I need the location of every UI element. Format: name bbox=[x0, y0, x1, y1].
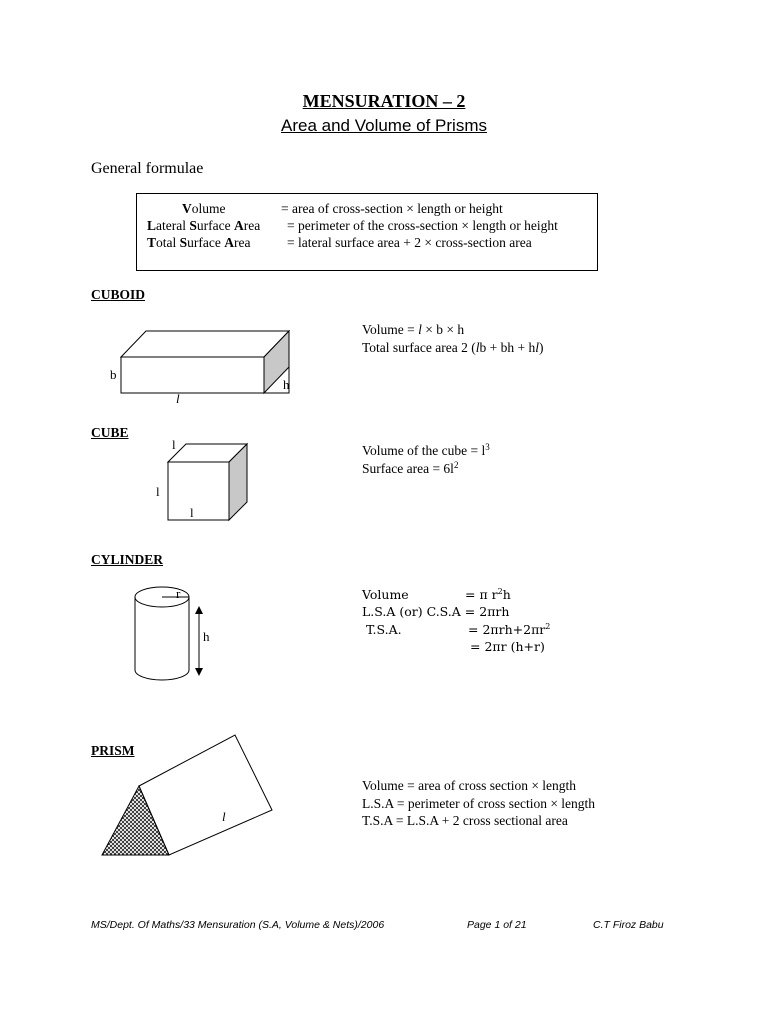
page-subtitle: Area and Volume of Prisms bbox=[281, 116, 487, 135]
cube-formulas bbox=[362, 442, 490, 477]
cube-surface bbox=[362, 460, 490, 478]
footer-source: MS/Dept. Of Maths/33 Mensuration (S.A, Volume & Nets)/2006 bbox=[91, 919, 385, 931]
cuboid-label-l: l bbox=[176, 391, 180, 406]
formula-tsa-cap2: S bbox=[179, 235, 188, 250]
prism-tsa: T.S.A = L.S.A + 2 cross sectional area bbox=[362, 813, 568, 828]
page-title: MENSURATION – 2 bbox=[302, 91, 466, 111]
prism-lsa: L.S.A = perimeter of cross section × length bbox=[362, 795, 596, 811]
cylinder-volume-eq-text: = π r bbox=[465, 587, 498, 602]
cylinder-lsa bbox=[362, 603, 509, 621]
cuboid-tsa-l2: l bbox=[535, 339, 540, 355]
cylinder-arrow-up bbox=[195, 606, 203, 614]
cube-heading: CUBE bbox=[91, 425, 129, 440]
cube-surface-exp: 2 bbox=[453, 459, 459, 470]
formula-lsa bbox=[147, 218, 260, 234]
cylinder-volume-label: Volume bbox=[362, 587, 409, 602]
cylinder-lsa-eq: 2πrh bbox=[479, 604, 510, 619]
cylinder-volume bbox=[362, 586, 409, 604]
cube-volume-exp: 3 bbox=[485, 442, 490, 452]
formula-lsa-part2: urface bbox=[196, 218, 234, 233]
cuboid-tsa-mid: b + bh + h bbox=[479, 339, 536, 355]
cylinder-volume-eq bbox=[465, 586, 511, 604]
cylinder-tsa-eq-text: = 2πrh+2πr bbox=[468, 622, 546, 637]
cube-label-top: l bbox=[172, 437, 176, 452]
cuboid-formulas bbox=[362, 321, 544, 356]
prism-volume: Volume = area of cross section × length bbox=[362, 778, 577, 793]
cylinder-tsa-eq bbox=[468, 621, 550, 639]
cylinder-arrow-down bbox=[195, 668, 203, 676]
prism-heading: PRISM bbox=[91, 743, 135, 758]
cylinder-tsa-exp: 2 bbox=[545, 622, 551, 631]
cylinder-label-r: r bbox=[176, 586, 181, 601]
footer-author: C.T Firoz Babu bbox=[593, 919, 664, 931]
cube-front-face bbox=[168, 462, 229, 520]
cylinder-volume-tail: h bbox=[502, 587, 511, 602]
formula-lsa-cap2: S bbox=[189, 218, 197, 233]
cuboid-tsa-l1: l bbox=[475, 339, 480, 355]
cylinder-lsa-label: L.S.A (or) C.S.A = bbox=[362, 604, 476, 619]
formula-tsa bbox=[147, 235, 250, 251]
prism-label-l: l bbox=[222, 809, 226, 824]
cuboid-diagram bbox=[100, 325, 310, 410]
cuboid-top-face bbox=[121, 331, 289, 357]
formula-tsa-part3: rea bbox=[234, 235, 251, 250]
cuboid-tsa-prefix: Total surface area 2 ( bbox=[362, 339, 476, 355]
formula-lsa-eq: = perimeter of the cross-section × length or height bbox=[287, 218, 558, 233]
formula-tsa-cap1: T bbox=[147, 235, 157, 250]
cube-volume-text: Volume of the cube = l bbox=[362, 443, 486, 458]
general-formulae-heading: General formulae bbox=[91, 160, 204, 177]
cylinder-volume-exp: 2 bbox=[497, 587, 503, 596]
prism-formulas bbox=[362, 777, 595, 830]
formula-tsa-cap3: A bbox=[224, 235, 234, 250]
formula-volume bbox=[182, 201, 226, 217]
cube-surface-text: Surface area = 6l bbox=[362, 460, 454, 476]
cuboid-label-h: h bbox=[283, 377, 290, 392]
cuboid-label-b: b bbox=[110, 367, 117, 382]
prism-diagram bbox=[95, 730, 285, 860]
formula-lsa-cap3: A bbox=[233, 218, 244, 233]
cuboid-volume-l: l bbox=[418, 322, 422, 337]
cylinder-tsa-eq2: = 2πr (h+r) bbox=[470, 639, 545, 654]
cuboid-front bbox=[121, 357, 264, 393]
cuboid-volume-prefix: Volume = bbox=[362, 322, 419, 337]
formula-tsa-part1: otal bbox=[156, 235, 180, 250]
cuboid-tsa bbox=[362, 339, 544, 357]
cube-label-bottom: l bbox=[190, 505, 194, 520]
cuboid-volume-suffix: × b × h bbox=[421, 322, 465, 337]
formula-tsa-eq: = lateral surface area + 2 × cross-section area bbox=[287, 235, 532, 250]
formula-lsa-cap1: L bbox=[147, 218, 157, 233]
formula-volume-eq: = area of cross-section × length or height bbox=[281, 201, 503, 216]
cylinder-body bbox=[135, 597, 189, 680]
formula-tsa-part2: urface bbox=[187, 235, 225, 250]
formula-lsa-part3: rea bbox=[243, 218, 261, 233]
formula-lsa-part1: ateral bbox=[156, 218, 190, 233]
formula-volume-label: olume bbox=[191, 201, 226, 216]
cylinder-tsa: T.S.A. bbox=[366, 622, 402, 637]
cube-label-left: l bbox=[156, 484, 160, 499]
cylinder-label-h: h bbox=[203, 629, 210, 644]
footer-page-number: Page 1 of 21 bbox=[467, 919, 527, 931]
cuboid-tsa-suffix: ) bbox=[539, 339, 544, 355]
cube-volume bbox=[362, 442, 490, 460]
cuboid-heading: CUBOID bbox=[91, 287, 146, 302]
formula-volume-cap: V bbox=[182, 201, 192, 216]
cuboid-volume bbox=[362, 321, 544, 339]
cylinder-heading: CYLINDER bbox=[91, 552, 164, 567]
general-formulae-box bbox=[136, 193, 598, 271]
